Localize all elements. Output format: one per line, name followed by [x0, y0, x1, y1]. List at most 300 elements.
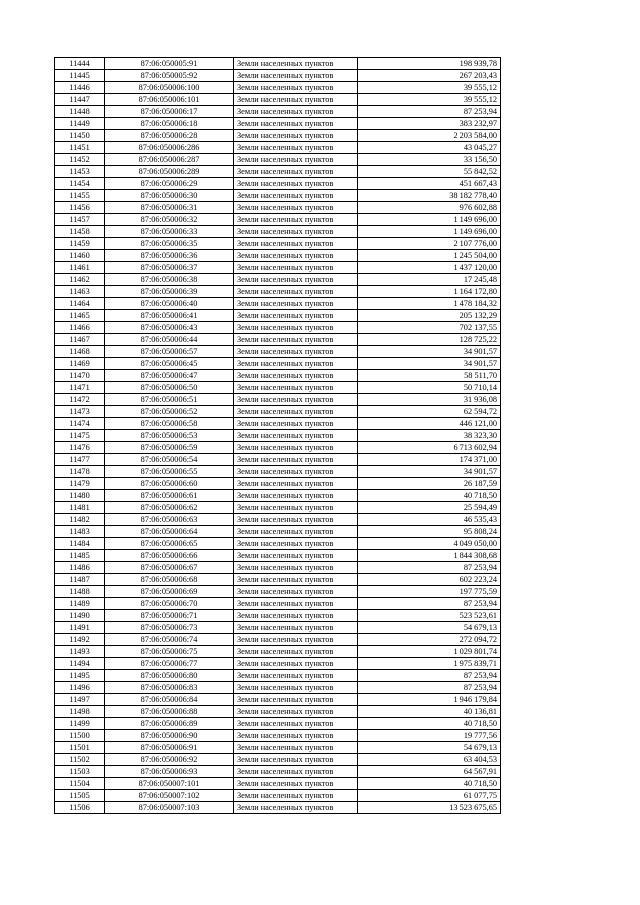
row-number-cell: 11492: [55, 634, 105, 646]
row-number-cell: 11463: [55, 286, 105, 298]
cadastral-value-cell: 61 077,75: [358, 790, 501, 802]
table-row: [55, 94, 501, 106]
cadastral-number-cell: 87:06:050006:53: [105, 430, 234, 442]
land-category-cell: Земли населенных пунктов: [234, 238, 358, 250]
row-number-cell: 11501: [55, 742, 105, 754]
cadastral-number-cell: 87:06:050006:33: [105, 226, 234, 238]
cadastral-value-cell: 34 901,57: [358, 466, 501, 478]
cadastral-value-cell: 63 404,53: [358, 754, 501, 766]
cadastral-value-cell: 1 164 172,80: [358, 286, 501, 298]
row-number-cell: 11456: [55, 202, 105, 214]
land-category-cell: Земли населенных пунктов: [234, 526, 358, 538]
cadastral-number-cell: 87:06:050006:70: [105, 598, 234, 610]
cadastral-value-cell: 602 223,24: [358, 574, 501, 586]
row-number-cell: 11500: [55, 730, 105, 742]
cadastral-number-cell: 87:06:050006:65: [105, 538, 234, 550]
cadastral-number-cell: 87:06:050006:75: [105, 646, 234, 658]
cadastral-value-cell: 1 149 696,00: [358, 226, 501, 238]
row-number-cell: 11473: [55, 406, 105, 418]
cadastral-number-cell: 87:06:050006:52: [105, 406, 234, 418]
land-category-cell: Земли населенных пунктов: [234, 202, 358, 214]
cadastral-value-cell: 976 602,88: [358, 202, 501, 214]
table-row: [55, 622, 501, 634]
cadastral-value-cell: 87 253,94: [358, 670, 501, 682]
row-number-cell: 11491: [55, 622, 105, 634]
table-row: [55, 718, 501, 730]
row-number-cell: 11498: [55, 706, 105, 718]
cadastral-number-cell: 87:06:050006:51: [105, 394, 234, 406]
table-row: [55, 358, 501, 370]
cadastral-value-cell: 39 555,12: [358, 82, 501, 94]
cadastral-value-cell: 1 946 179,84: [358, 694, 501, 706]
table-row: [55, 610, 501, 622]
cadastral-value-cell: 33 156,50: [358, 154, 501, 166]
row-number-cell: 11450: [55, 130, 105, 142]
cadastral-number-cell: 87:06:050006:77: [105, 658, 234, 670]
table-row: [55, 310, 501, 322]
cadastral-number-cell: 87:06:050006:68: [105, 574, 234, 586]
cadastral-number-cell: 87:06:050006:30: [105, 190, 234, 202]
land-category-cell: Земли населенных пунктов: [234, 682, 358, 694]
row-number-cell: 11506: [55, 802, 105, 814]
cadastral-number-cell: 87:06:050006:63: [105, 514, 234, 526]
land-category-cell: Земли населенных пунктов: [234, 262, 358, 274]
row-number-cell: 11502: [55, 754, 105, 766]
row-number-cell: 11472: [55, 394, 105, 406]
row-number-cell: 11505: [55, 790, 105, 802]
table-row: [55, 406, 501, 418]
cadastral-number-cell: 87:06:050006:36: [105, 250, 234, 262]
row-number-cell: 11451: [55, 142, 105, 154]
row-number-cell: 11485: [55, 550, 105, 562]
table-row: [55, 226, 501, 238]
cadastral-value-cell: 87 253,94: [358, 598, 501, 610]
table-row: [55, 466, 501, 478]
table-row: [55, 586, 501, 598]
table-row: [55, 646, 501, 658]
cadastral-number-cell: 87:06:050006:58: [105, 418, 234, 430]
cadastral-number-cell: 87:06:050006:59: [105, 442, 234, 454]
cadastral-number-cell: 87:06:050006:287: [105, 154, 234, 166]
cadastral-value-cell: 50 710,14: [358, 382, 501, 394]
table-row: [55, 298, 501, 310]
land-category-cell: Земли населенных пунктов: [234, 394, 358, 406]
cadastral-number-cell: 87:06:050006:89: [105, 718, 234, 730]
row-number-cell: 11499: [55, 718, 105, 730]
land-category-cell: Земли населенных пунктов: [234, 190, 358, 202]
row-number-cell: 11448: [55, 106, 105, 118]
cadastral-number-cell: 87:06:050006:50: [105, 382, 234, 394]
cadastral-value-cell: 87 253,94: [358, 562, 501, 574]
cadastral-value-cell: 55 842,52: [358, 166, 501, 178]
row-number-cell: 11479: [55, 478, 105, 490]
cadastral-value-cell: 1 245 504,00: [358, 250, 501, 262]
cadastral-value-cell: 2 203 584,00: [358, 130, 501, 142]
cadastral-number-cell: 87:06:050006:18: [105, 118, 234, 130]
land-category-cell: Земли населенных пунктов: [234, 346, 358, 358]
land-category-cell: Земли населенных пунктов: [234, 106, 358, 118]
row-number-cell: 11454: [55, 178, 105, 190]
land-category-cell: Земли населенных пунктов: [234, 454, 358, 466]
cadastral-value-cell: 1 437 120,00: [358, 262, 501, 274]
cadastral-number-cell: 87:06:050006:101: [105, 94, 234, 106]
cadastral-value-cell: 31 936,08: [358, 394, 501, 406]
cadastral-number-cell: 87:06:050007:103: [105, 802, 234, 814]
cadastral-value-cell: 198 939,78: [358, 58, 501, 70]
land-category-cell: Земли населенных пунктов: [234, 598, 358, 610]
row-number-cell: 11455: [55, 190, 105, 202]
cadastral-number-cell: 87:06:050006:100: [105, 82, 234, 94]
cadastral-value-cell: 1 975 839,71: [358, 658, 501, 670]
table-row: [55, 802, 501, 814]
table-row: [55, 538, 501, 550]
table-row: [55, 682, 501, 694]
row-number-cell: 11452: [55, 154, 105, 166]
land-category-cell: Земли населенных пунктов: [234, 658, 358, 670]
cadastral-number-cell: 87:06:050006:31: [105, 202, 234, 214]
table-row: [55, 346, 501, 358]
table-row: [55, 262, 501, 274]
table-row: [55, 670, 501, 682]
cadastral-value-cell: 2 107 776,00: [358, 238, 501, 250]
cadastral-number-cell: 87:06:050006:40: [105, 298, 234, 310]
cadastral-value-cell: 58 511,70: [358, 370, 501, 382]
cadastral-number-cell: 87:06:050006:41: [105, 310, 234, 322]
land-category-cell: Земли населенных пунктов: [234, 802, 358, 814]
table-row: [55, 178, 501, 190]
cadastral-value-cell: 39 555,12: [358, 94, 501, 106]
table-row: [55, 154, 501, 166]
table-row: [55, 502, 501, 514]
cadastral-number-cell: 87:06:050006:71: [105, 610, 234, 622]
land-category-cell: Земли населенных пунктов: [234, 358, 358, 370]
table-row: [55, 574, 501, 586]
cadastral-value-cell: 87 253,94: [358, 682, 501, 694]
row-number-cell: 11461: [55, 262, 105, 274]
land-category-cell: Земли населенных пунктов: [234, 562, 358, 574]
land-category-cell: Земли населенных пунктов: [234, 586, 358, 598]
land-category-cell: Земли населенных пунктов: [234, 574, 358, 586]
table-row: [55, 286, 501, 298]
cadastral-value-cell: 40 718,50: [358, 778, 501, 790]
row-number-cell: 11478: [55, 466, 105, 478]
land-category-cell: Земли населенных пунктов: [234, 142, 358, 154]
table-row: [55, 82, 501, 94]
table-row: [55, 598, 501, 610]
land-category-cell: Земли населенных пунктов: [234, 694, 358, 706]
cadastral-number-cell: 87:06:050006:73: [105, 622, 234, 634]
row-number-cell: 11504: [55, 778, 105, 790]
row-number-cell: 11474: [55, 418, 105, 430]
land-category-cell: Земли населенных пунктов: [234, 334, 358, 346]
cadastral-number-cell: 87:06:050006:84: [105, 694, 234, 706]
cadastral-value-cell: 702 137,55: [358, 322, 501, 334]
cadastral-number-cell: 87:06:050006:29: [105, 178, 234, 190]
land-category-cell: Земли населенных пунктов: [234, 766, 358, 778]
cadastral-value-cell: 38 323,30: [358, 430, 501, 442]
land-category-cell: Земли населенных пунктов: [234, 622, 358, 634]
table-row: [55, 370, 501, 382]
cadastral-value-cell: 54 679,13: [358, 622, 501, 634]
cadastral-value-cell: 40 136,81: [358, 706, 501, 718]
cadastral-value-cell: 446 121,00: [358, 418, 501, 430]
table-row: [55, 274, 501, 286]
row-number-cell: 11466: [55, 322, 105, 334]
row-number-cell: 11464: [55, 298, 105, 310]
land-category-cell: Земли населенных пунктов: [234, 58, 358, 70]
land-category-cell: Земли населенных пунктов: [234, 550, 358, 562]
table-row: [55, 430, 501, 442]
cadastral-value-cell: 6 713 602,94: [358, 442, 501, 454]
cadastral-number-cell: 87:06:050006:55: [105, 466, 234, 478]
land-category-cell: Земли населенных пунктов: [234, 250, 358, 262]
land-category-cell: Земли населенных пунктов: [234, 406, 358, 418]
cadastral-number-cell: 87:06:050006:289: [105, 166, 234, 178]
cadastral-value-cell: 64 567,91: [358, 766, 501, 778]
table-row: [55, 634, 501, 646]
cadastral-value-cell: 43 045,27: [358, 142, 501, 154]
land-category-cell: Земли населенных пунктов: [234, 610, 358, 622]
row-number-cell: 11445: [55, 70, 105, 82]
land-category-cell: Земли населенных пунктов: [234, 418, 358, 430]
row-number-cell: 11496: [55, 682, 105, 694]
row-number-cell: 11497: [55, 694, 105, 706]
cadastral-number-cell: 87:06:050005:92: [105, 70, 234, 82]
row-number-cell: 11486: [55, 562, 105, 574]
cadastral-number-cell: 87:06:050006:69: [105, 586, 234, 598]
table-body: [55, 58, 501, 814]
table-row: [55, 382, 501, 394]
row-number-cell: 11462: [55, 274, 105, 286]
cadastral-number-cell: 87:06:050006:32: [105, 214, 234, 226]
land-category-cell: Земли населенных пунктов: [234, 754, 358, 766]
land-category-cell: Земли населенных пунктов: [234, 94, 358, 106]
cadastral-value-cell: 174 371,00: [358, 454, 501, 466]
table-row: [55, 418, 501, 430]
cadastral-value-cell: 267 203,43: [358, 70, 501, 82]
row-number-cell: 11480: [55, 490, 105, 502]
cadastral-number-cell: 87:06:050006:60: [105, 478, 234, 490]
cadastral-number-cell: 87:06:050006:64: [105, 526, 234, 538]
row-number-cell: 11460: [55, 250, 105, 262]
land-category-cell: Земли населенных пунктов: [234, 706, 358, 718]
land-category-cell: Земли населенных пунктов: [234, 646, 358, 658]
table-row: [55, 130, 501, 142]
table-row: [55, 70, 501, 82]
table-row: [55, 790, 501, 802]
table-row: [55, 706, 501, 718]
row-number-cell: 11449: [55, 118, 105, 130]
table-row: [55, 490, 501, 502]
land-category-cell: Земли населенных пунктов: [234, 118, 358, 130]
cadastral-number-cell: 87:06:050006:90: [105, 730, 234, 742]
land-category-cell: Земли населенных пунктов: [234, 514, 358, 526]
row-number-cell: 11494: [55, 658, 105, 670]
cadastral-number-cell: 87:06:050006:91: [105, 742, 234, 754]
row-number-cell: 11484: [55, 538, 105, 550]
cadastral-number-cell: 87:06:050007:102: [105, 790, 234, 802]
row-number-cell: 11488: [55, 586, 105, 598]
row-number-cell: 11446: [55, 82, 105, 94]
table-row: [55, 766, 501, 778]
cadastral-number-cell: 87:06:050006:61: [105, 490, 234, 502]
cadastral-value-cell: 34 901,57: [358, 358, 501, 370]
cadastral-value-cell: 19 777,56: [358, 730, 501, 742]
table-row: [55, 190, 501, 202]
cadastral-number-cell: 87:06:050006:88: [105, 706, 234, 718]
cadastral-value-cell: 54 679,13: [358, 742, 501, 754]
table-row: [55, 58, 501, 70]
cadastral-number-cell: 87:06:050006:44: [105, 334, 234, 346]
row-number-cell: 11458: [55, 226, 105, 238]
cadastral-number-cell: 87:06:050006:57: [105, 346, 234, 358]
land-category-cell: Земли населенных пунктов: [234, 166, 358, 178]
land-category-cell: Земли населенных пунктов: [234, 322, 358, 334]
land-category-cell: Земли населенных пунктов: [234, 718, 358, 730]
land-category-cell: Земли населенных пунктов: [234, 634, 358, 646]
row-number-cell: 11468: [55, 346, 105, 358]
cadastral-number-cell: 87:06:050006:62: [105, 502, 234, 514]
table-row: [55, 778, 501, 790]
cadastral-value-cell: 34 901,57: [358, 346, 501, 358]
table-row: [55, 106, 501, 118]
land-category-cell: Земли населенных пунктов: [234, 490, 358, 502]
cadastral-value-cell: 272 094,72: [358, 634, 501, 646]
row-number-cell: 11453: [55, 166, 105, 178]
table-row: [55, 214, 501, 226]
row-number-cell: 11495: [55, 670, 105, 682]
row-number-cell: 11469: [55, 358, 105, 370]
table-row: [55, 118, 501, 130]
table-row: [55, 394, 501, 406]
cadastral-value-cell: 95 808,24: [358, 526, 501, 538]
land-category-cell: Земли населенных пунктов: [234, 82, 358, 94]
land-category-cell: Земли населенных пунктов: [234, 286, 358, 298]
table-row: [55, 694, 501, 706]
land-category-cell: Земли населенных пунктов: [234, 538, 358, 550]
cadastral-number-cell: 87:06:050006:45: [105, 358, 234, 370]
cadastral-number-cell: 87:06:050006:92: [105, 754, 234, 766]
cadastral-value-cell: 1 149 696,00: [358, 214, 501, 226]
land-category-cell: Земли населенных пунктов: [234, 730, 358, 742]
cadastral-number-cell: 87:06:050006:54: [105, 454, 234, 466]
row-number-cell: 11481: [55, 502, 105, 514]
cadastral-number-cell: 87:06:050006:93: [105, 766, 234, 778]
table-row: [55, 142, 501, 154]
land-category-cell: Земли населенных пунктов: [234, 178, 358, 190]
cadastral-number-cell: 87:06:050006:74: [105, 634, 234, 646]
row-number-cell: 11487: [55, 574, 105, 586]
land-category-cell: Земли населенных пунктов: [234, 778, 358, 790]
land-category-cell: Земли населенных пунктов: [234, 466, 358, 478]
table-row: [55, 730, 501, 742]
cadastral-value-cell: 128 725,22: [358, 334, 501, 346]
cadastral-value-cell: 523 523,61: [358, 610, 501, 622]
cadastral-number-cell: 87:06:050006:28: [105, 130, 234, 142]
cadastral-number-cell: 87:06:050006:38: [105, 274, 234, 286]
land-category-cell: Земли населенных пунктов: [234, 130, 358, 142]
cadastral-number-cell: 87:06:050007:101: [105, 778, 234, 790]
cadastral-number-cell: 87:06:050005:91: [105, 58, 234, 70]
table-row: [55, 562, 501, 574]
cadastral-value-cell: 25 594,49: [358, 502, 501, 514]
row-number-cell: 11493: [55, 646, 105, 658]
land-category-cell: Земли населенных пунктов: [234, 370, 358, 382]
row-number-cell: 11471: [55, 382, 105, 394]
row-number-cell: 11444: [55, 58, 105, 70]
row-number-cell: 11470: [55, 370, 105, 382]
cadastral-value-table: [54, 57, 501, 814]
table-row: [55, 514, 501, 526]
table-row: [55, 334, 501, 346]
land-category-cell: Земли населенных пунктов: [234, 214, 358, 226]
cadastral-value-cell: 1 844 308,68: [358, 550, 501, 562]
row-number-cell: 11475: [55, 430, 105, 442]
land-category-cell: Земли населенных пунктов: [234, 382, 358, 394]
cadastral-number-cell: 87:06:050006:80: [105, 670, 234, 682]
cadastral-number-cell: 87:06:050006:35: [105, 238, 234, 250]
row-number-cell: 11483: [55, 526, 105, 538]
cadastral-value-cell: 4 049 050,00: [358, 538, 501, 550]
table-row: [55, 742, 501, 754]
cadastral-number-cell: 87:06:050006:39: [105, 286, 234, 298]
row-number-cell: 11477: [55, 454, 105, 466]
table-row: [55, 250, 501, 262]
land-category-cell: Земли населенных пунктов: [234, 502, 358, 514]
cadastral-value-cell: 17 245,48: [358, 274, 501, 286]
table-row: [55, 478, 501, 490]
cadastral-value-cell: 87 253,94: [358, 106, 501, 118]
cadastral-value-cell: 205 132,29: [358, 310, 501, 322]
row-number-cell: 11503: [55, 766, 105, 778]
row-number-cell: 11459: [55, 238, 105, 250]
row-number-cell: 11489: [55, 598, 105, 610]
row-number-cell: 11457: [55, 214, 105, 226]
table-row: [55, 442, 501, 454]
land-category-cell: Земли населенных пунктов: [234, 274, 358, 286]
cadastral-value-cell: 62 594,72: [358, 406, 501, 418]
land-category-cell: Земли населенных пунктов: [234, 310, 358, 322]
cadastral-value-cell: 40 718,50: [358, 718, 501, 730]
cadastral-value-cell: 46 535,43: [358, 514, 501, 526]
cadastral-number-cell: 87:06:050006:286: [105, 142, 234, 154]
table-row: [55, 526, 501, 538]
land-category-cell: Земли населенных пунктов: [234, 742, 358, 754]
cadastral-number-cell: 87:06:050006:17: [105, 106, 234, 118]
row-number-cell: 11467: [55, 334, 105, 346]
row-number-cell: 11482: [55, 514, 105, 526]
cadastral-value-cell: 1 478 184,32: [358, 298, 501, 310]
land-category-cell: Земли населенных пунктов: [234, 790, 358, 802]
cadastral-value-cell: 1 029 801,74: [358, 646, 501, 658]
row-number-cell: 11476: [55, 442, 105, 454]
table-row: [55, 166, 501, 178]
table-row: [55, 658, 501, 670]
cadastral-number-cell: 87:06:050006:47: [105, 370, 234, 382]
cadastral-number-cell: 87:06:050006:67: [105, 562, 234, 574]
cadastral-value-cell: 383 232,97: [358, 118, 501, 130]
cadastral-number-cell: 87:06:050006:83: [105, 682, 234, 694]
land-category-cell: Земли населенных пунктов: [234, 70, 358, 82]
land-category-cell: Земли населенных пунктов: [234, 226, 358, 238]
land-category-cell: Земли населенных пунктов: [234, 430, 358, 442]
row-number-cell: 11447: [55, 94, 105, 106]
cadastral-number-cell: 87:06:050006:43: [105, 322, 234, 334]
cadastral-number-cell: 87:06:050006:66: [105, 550, 234, 562]
cadastral-value-cell: 197 775,59: [358, 586, 501, 598]
table-row: [55, 202, 501, 214]
cadastral-value-cell: 38 182 778,40: [358, 190, 501, 202]
